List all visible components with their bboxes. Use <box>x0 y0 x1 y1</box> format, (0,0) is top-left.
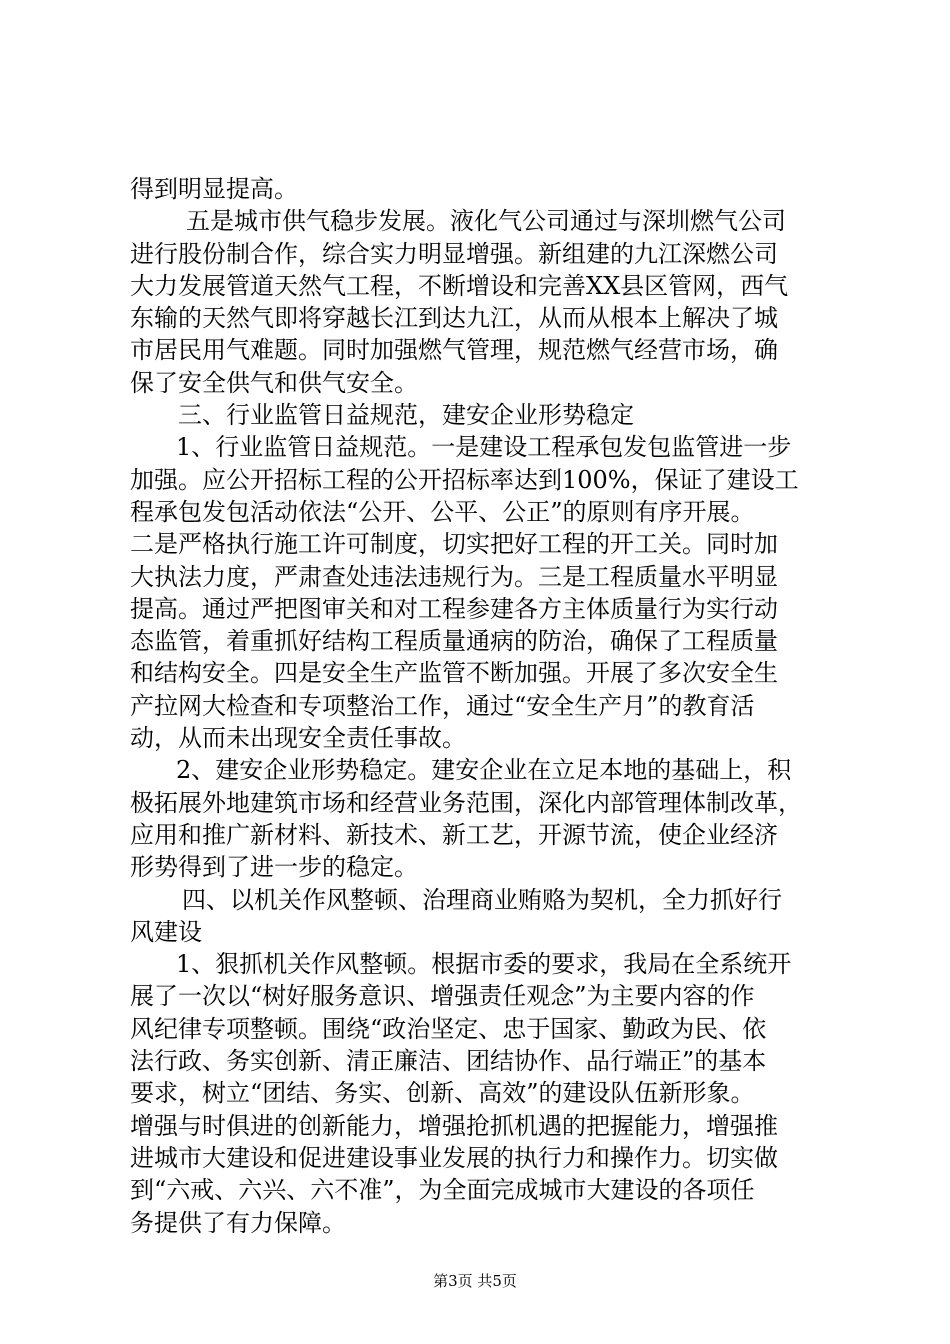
text-line-content: 和结构安全。四是安全生产监管不断加强。开展了多次安全生 <box>130 659 778 688</box>
text-line <box>130 851 830 883</box>
text-line-content: 务提供了有力保障。 <box>130 1208 346 1237</box>
text-line <box>130 884 830 916</box>
text-line-content: 动，从而未出现安全责任事故。 <box>130 724 466 753</box>
text-line <box>130 1142 830 1174</box>
text-line <box>130 367 830 399</box>
text-line-content: 产拉网大检查和专项整治工作，通过“安全生产月”的教育活 <box>130 691 755 720</box>
document-body <box>130 173 830 1239</box>
text-line-content: 风纪律专项整顿。围绕“政治坚定、忠于国家、勤政为民、依 <box>130 1014 767 1043</box>
text-line <box>130 173 830 205</box>
text-line <box>130 657 830 689</box>
text-line-content: 到“六戒、六兴、六不准”，为全面完成城市大建设的各项任 <box>130 1176 755 1205</box>
text-line-content: 市居民用气难题。同时加强燃气管理，规范燃气经营市场，确 <box>130 336 778 365</box>
text-line <box>130 205 830 237</box>
text-line <box>130 1045 830 1077</box>
text-line-content: 提高。通过严把图审关和对工程参建各方主体质量行为实行动 <box>130 594 778 623</box>
text-line-content: 进行股份制合作，综合实力明显增强。新组建的九江深燃公司 <box>130 239 778 268</box>
text-line-content: 极拓展外地建筑市场和经营业务范围，深化内部管理体制改革， <box>130 788 802 817</box>
text-line <box>130 1013 830 1045</box>
text-line <box>130 399 830 431</box>
text-line <box>130 787 830 819</box>
text-line-content: 2、建安企业形势稳定。建安企业在立足本地的基础上，积 <box>176 756 792 785</box>
text-line-content: 东输的天然气即将穿越长江到达九江，从而从根本上解决了城 <box>130 304 778 333</box>
text-line <box>130 916 830 948</box>
page-footer: 第3页 共5页 <box>433 1272 517 1290</box>
text-line-content: 大力发展管道天然气工程，不断增设和完善XX县区管网，西气 <box>130 271 789 300</box>
text-line <box>130 980 830 1012</box>
text-line <box>130 561 830 593</box>
text-line <box>130 722 830 754</box>
text-line-content: 应用和推广新材料、新技术、新工艺，开源节流，使企业经济 <box>130 820 778 849</box>
text-line <box>130 496 830 528</box>
text-line-content: 态监管，着重抓好结构工程质量通病的防治，确保了工程质量 <box>130 627 778 656</box>
text-line <box>130 302 830 334</box>
text-line <box>130 690 830 722</box>
text-line-content: 三、行业监管日益规范，建安企业形势稳定 <box>178 401 634 430</box>
text-line-content: 1、狠抓机关作风整顿。根据市委的要求，我局在全系统开 <box>176 950 792 979</box>
text-line-content: 1、行业监管日益规范。一是建设工程承包发包监管进一步 <box>176 433 792 462</box>
text-line-content: 增强与时俱进的创新能力，增强抢抓机遇的把握能力，增强推 <box>130 1111 778 1140</box>
text-line-content: 法行政、务实创新、清正廉洁、团结协作、品行端正”的基本 <box>130 1047 767 1076</box>
text-line <box>130 1174 830 1206</box>
text-line-content: 形势得到了进一步的稳定。 <box>130 853 418 882</box>
text-line <box>130 593 830 625</box>
text-line <box>130 948 830 980</box>
text-line <box>130 431 830 463</box>
text-line-content: 风建设 <box>130 917 202 946</box>
text-line <box>130 464 830 496</box>
text-line-content: 展了一次以“树好服务意识、增强责任观念”为主要内容的作 <box>130 982 755 1011</box>
text-line <box>130 1077 830 1109</box>
text-line-content: 进城市大建设和促进建设事业发展的执行力和操作力。切实做 <box>130 1143 778 1172</box>
text-line-content: 程承包发包活动依法“公开、公平、公正”的原则有序开展。 <box>130 497 755 526</box>
text-line <box>130 754 830 786</box>
text-line <box>130 625 830 657</box>
text-line <box>130 334 830 366</box>
text-line <box>130 270 830 302</box>
text-line <box>130 1207 830 1239</box>
text-line-content: 保了安全供气和供气安全。 <box>130 368 418 397</box>
text-line <box>130 819 830 851</box>
text-line-content: 得到明显提高。 <box>130 175 298 203</box>
text-line-content: 加强。应公开招标工程的公开招标率达到100%，保证了建设工 <box>130 465 799 494</box>
text-line <box>130 528 830 560</box>
text-line <box>130 238 830 270</box>
text-line-content: 五是城市供气稳步发展。液化气公司通过与深圳燃气公司 <box>186 207 786 236</box>
text-line-content: 大执法力度，严肃查处违法违规行为。三是工程质量水平明显 <box>130 562 778 591</box>
text-line-content: 要求，树立“团结、务实、创新、高效”的建设队伍新形象。 <box>130 1079 755 1108</box>
text-line-content: 四、以机关作风整顿、治理商业贿赂为契机，全力抓好行 <box>182 885 782 914</box>
text-line <box>130 1110 830 1142</box>
text-line-content: 二是严格执行施工许可制度，切实把好工程的开工关。同时加 <box>130 530 778 559</box>
